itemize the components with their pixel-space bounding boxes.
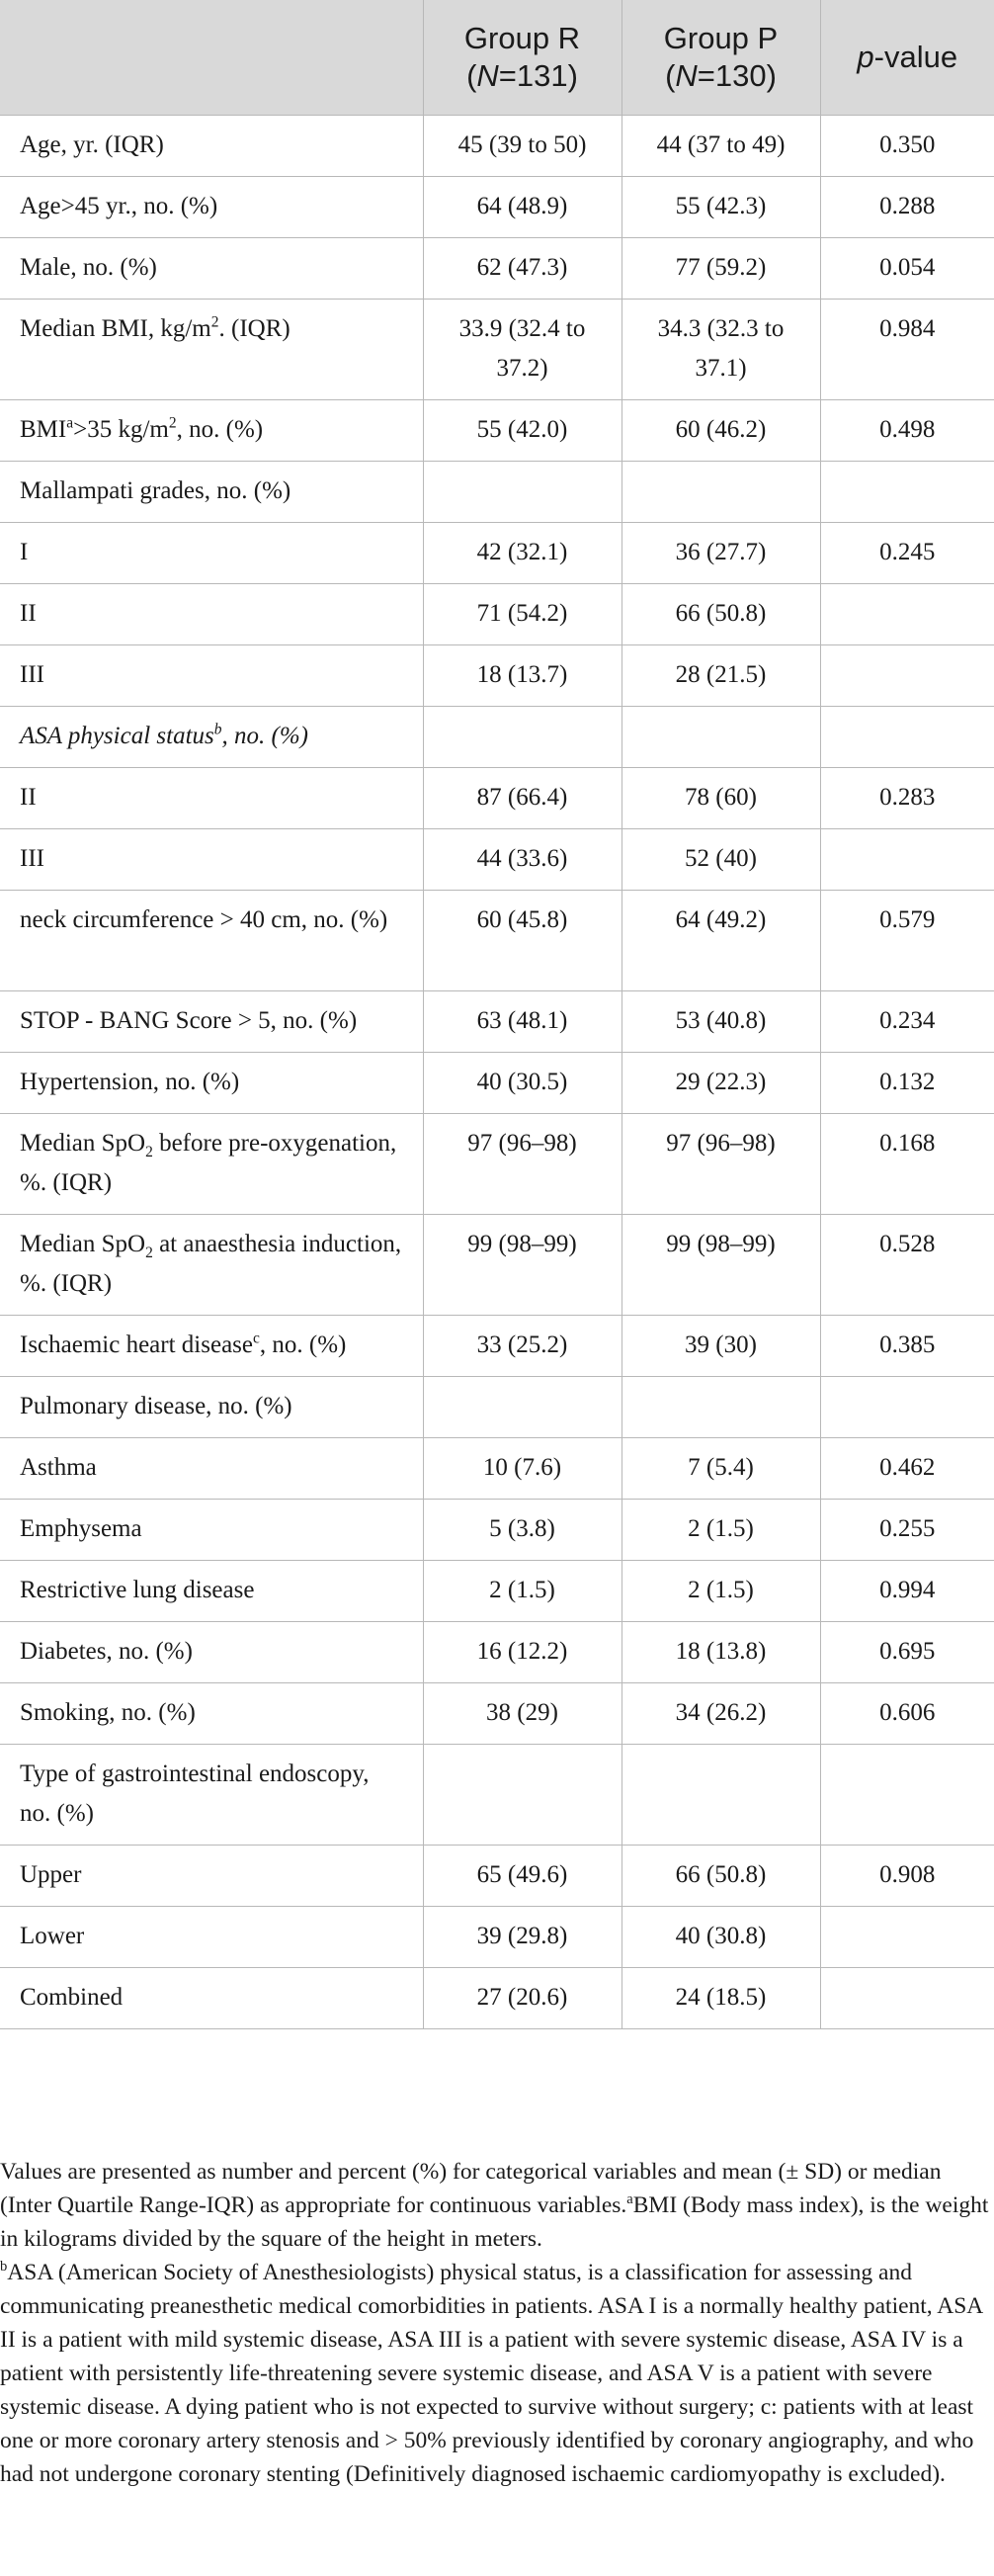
header-group-p-n: N: [675, 58, 698, 93]
table-row: [0, 991, 994, 1053]
table-row: [0, 707, 994, 768]
row-label: III: [0, 829, 423, 891]
row-label: Type of gastrointestinal endoscopy, no. (%): [0, 1745, 423, 1846]
group-r-cell: [423, 462, 621, 523]
group-p-cell: 52 (40): [621, 829, 820, 891]
group-p-cell: 77 (59.2): [621, 238, 820, 300]
group-p-cell: 24 (18.5): [621, 1968, 820, 2029]
label-superscript: a: [66, 414, 74, 432]
group-p-cell: 28 (21.5): [621, 645, 820, 707]
footnote-marker: a: [626, 2191, 633, 2208]
table-row: [0, 584, 994, 645]
row-label: Mallampati grades, no. (%): [0, 462, 423, 523]
row-label: [0, 707, 423, 768]
p-value-cell: 0.350: [820, 116, 994, 177]
group-p-cell: [621, 707, 820, 768]
group-p-cell: [621, 1377, 820, 1438]
label-text: . (IQR): [218, 315, 290, 342]
table-row: [0, 1500, 994, 1561]
label-superscript: b: [213, 721, 222, 738]
header-group-r-n: N: [476, 58, 499, 93]
table-row: [0, 1745, 994, 1846]
header-row: [0, 0, 994, 116]
row-label: Age, yr. (IQR): [0, 116, 423, 177]
p-value-cell: 0.385: [820, 1316, 994, 1377]
row-label: [0, 1114, 423, 1215]
p-value-cell: 0.255: [820, 1500, 994, 1561]
row-label: STOP - BANG Score > 5, no. (%): [0, 991, 423, 1053]
p-value-cell: [820, 1968, 994, 2029]
table-row: [0, 1114, 994, 1215]
p-value-cell: 0.994: [820, 1561, 994, 1622]
row-label: neck circumference > 40 cm, no. (%): [0, 891, 423, 991]
group-r-cell: 40 (30.5): [423, 1053, 621, 1114]
table-row: [0, 1316, 994, 1377]
group-p-cell: 66 (50.8): [621, 1846, 820, 1907]
p-value-cell: 0.498: [820, 400, 994, 462]
header-p-italic: p: [857, 40, 874, 74]
group-r-cell: 99 (98–99): [423, 1215, 621, 1316]
group-p-cell: 39 (30): [621, 1316, 820, 1377]
group-r-cell: [423, 1377, 621, 1438]
p-value-cell: [820, 584, 994, 645]
label-text: at anaesthesia induction, %. (IQR): [20, 1231, 402, 1297]
p-value-cell: 0.908: [820, 1846, 994, 1907]
footnote-paragraph: [0, 2256, 994, 2491]
row-label: Combined: [0, 1968, 423, 2029]
group-p-cell: 64 (49.2): [621, 891, 820, 991]
header-group-r-n-value: =131): [498, 58, 578, 93]
table-row: [0, 300, 994, 400]
row-label: Restrictive lung disease: [0, 1561, 423, 1622]
footnote-marker: b: [0, 2259, 8, 2275]
group-r-cell: 16 (12.2): [423, 1622, 621, 1683]
label-text: before pre-oxygenation, %. (IQR): [20, 1130, 397, 1196]
group-r-cell: [423, 707, 621, 768]
table-row: [0, 177, 994, 238]
p-value-cell: 0.606: [820, 1683, 994, 1745]
table-row: [0, 1968, 994, 2029]
p-value-cell: [820, 1907, 994, 1968]
p-value-cell: 0.579: [820, 891, 994, 991]
group-p-cell: [621, 462, 820, 523]
row-label: [0, 1316, 423, 1377]
label-text: Median SpO: [20, 1231, 146, 1257]
table-row: [0, 400, 994, 462]
group-r-cell: 97 (96–98): [423, 1114, 621, 1215]
label-superscript: c: [253, 1330, 260, 1347]
group-r-cell: 27 (20.6): [423, 1968, 621, 2029]
group-r-cell: 42 (32.1): [423, 523, 621, 584]
row-label: Smoking, no. (%): [0, 1683, 423, 1745]
table-row: [0, 238, 994, 300]
footnote-text: BMI (Body mass index), is the weight in kilograms divided by the square of the height in meters.: [0, 2192, 989, 2252]
header-p-rest: -value: [873, 40, 958, 74]
label-text: >35 kg/m: [73, 416, 169, 443]
group-p-cell: 55 (42.3): [621, 177, 820, 238]
group-p-cell: 60 (46.2): [621, 400, 820, 462]
p-value-cell: 0.132: [820, 1053, 994, 1114]
header-variable: [0, 0, 423, 116]
group-p-cell: 7 (5.4): [621, 1438, 820, 1500]
row-label: [0, 300, 423, 400]
row-label: Age>45 yr., no. (%): [0, 177, 423, 238]
row-label: Pulmonary disease, no. (%): [0, 1377, 423, 1438]
group-r-cell: 33 (25.2): [423, 1316, 621, 1377]
table-row: [0, 645, 994, 707]
table-row: [0, 462, 994, 523]
p-value-cell: [820, 1745, 994, 1846]
group-p-cell: 78 (60): [621, 768, 820, 829]
p-value-cell: 0.528: [820, 1215, 994, 1316]
p-value-cell: [820, 829, 994, 891]
row-label: Diabetes, no. (%): [0, 1622, 423, 1683]
group-r-cell: 71 (54.2): [423, 584, 621, 645]
group-r-cell: 5 (3.8): [423, 1500, 621, 1561]
row-label: Asthma: [0, 1438, 423, 1500]
table-footnotes: [0, 2155, 994, 2491]
table-row: [0, 1561, 994, 1622]
row-label: [0, 1215, 423, 1316]
group-p-cell: 36 (27.7): [621, 523, 820, 584]
group-r-cell: 60 (45.8): [423, 891, 621, 991]
label-text: ASA physical status: [20, 723, 214, 749]
group-p-cell: 34 (26.2): [621, 1683, 820, 1745]
header-group-r: Group R (N=131): [423, 0, 621, 116]
table-row: [0, 891, 994, 991]
group-p-cell: 29 (22.3): [621, 1053, 820, 1114]
group-p-cell: 40 (30.8): [621, 1907, 820, 1968]
row-label: II: [0, 584, 423, 645]
label-text: BMI: [20, 416, 67, 443]
row-label: III: [0, 645, 423, 707]
label-text: , no. (%): [259, 1331, 347, 1358]
p-value-cell: 0.695: [820, 1622, 994, 1683]
table-row: [0, 1053, 994, 1114]
group-r-cell: 45 (39 to 50): [423, 116, 621, 177]
header-group-p-n-value: =130): [697, 58, 777, 93]
label-subscript: 2: [145, 1144, 153, 1160]
row-label: Hypertension, no. (%): [0, 1053, 423, 1114]
header-group-p-label: Group P: [663, 21, 779, 55]
label-text: , no. (%): [221, 723, 308, 749]
p-value-cell: 0.054: [820, 238, 994, 300]
row-label: II: [0, 768, 423, 829]
group-p-cell: 99 (98–99): [621, 1215, 820, 1316]
group-r-cell: 39 (29.8): [423, 1907, 621, 1968]
group-p-cell: 2 (1.5): [621, 1500, 820, 1561]
table-row: [0, 768, 994, 829]
p-value-cell: 0.283: [820, 768, 994, 829]
group-p-cell: 97 (96–98): [621, 1114, 820, 1215]
table-row: [0, 1683, 994, 1745]
group-p-cell: 34.3 (32.3 to 37.1): [621, 300, 820, 400]
p-value-cell: 0.245: [820, 523, 994, 584]
group-r-cell: 18 (13.7): [423, 645, 621, 707]
table-row: [0, 1846, 994, 1907]
header-p-value: [820, 0, 994, 116]
row-label: Emphysema: [0, 1500, 423, 1561]
footnote-paragraph: [0, 2155, 994, 2256]
group-r-cell: 55 (42.0): [423, 400, 621, 462]
table-row: [0, 1377, 994, 1438]
group-p-cell: 2 (1.5): [621, 1561, 820, 1622]
p-value-cell: 0.234: [820, 991, 994, 1053]
footnote-text: Values are presented as number and percent (%) for categorical variables and mean (± SD) or median (Inter Quartile Range-IQR) as appropriate for continuous variables.: [0, 2159, 942, 2218]
table-row: [0, 1215, 994, 1316]
label-text: Median BMI, kg/m: [20, 315, 211, 342]
group-r-cell: 33.9 (32.4 to 37.2): [423, 300, 621, 400]
row-label: Male, no. (%): [0, 238, 423, 300]
group-r-cell: 2 (1.5): [423, 1561, 621, 1622]
group-p-cell: 53 (40.8): [621, 991, 820, 1053]
group-p-cell: [621, 1745, 820, 1846]
group-r-cell: 64 (48.9): [423, 177, 621, 238]
group-r-cell: 87 (66.4): [423, 768, 621, 829]
label-text: , no. (%): [176, 416, 264, 443]
row-label: I: [0, 523, 423, 584]
footnote-text: ASA (American Society of Anesthesiologists) physical status, is a classification for assessing and communicating preanesthetic medical comorbidities in patients. ASA I is a normally healthy patient, ASA II is a patient with mild systemic disease, ASA III is a patient with severe systemic disease, ASA IV is a patient with persistently life-threatening severe systemic disease, and ASA V is a patient with severe systemic disease. A dying patient who is not expected to survive without surgery; c: patients with at least one or more coronary artery stenosis and > 50% previously identified by coronary angiography, and who had not undergone coronary stenting (Definitively diagnosed ischaemic cardiomyopathy is excluded).: [0, 2260, 982, 2487]
table-row: [0, 829, 994, 891]
group-r-cell: 63 (48.1): [423, 991, 621, 1053]
label-superscript: 2: [168, 414, 177, 432]
label-text: Ischaemic heart disease: [20, 1331, 253, 1358]
group-r-cell: 38 (29): [423, 1683, 621, 1745]
header-group-r-label: Group R: [463, 21, 581, 55]
table-row: [0, 1907, 994, 1968]
group-r-cell: 62 (47.3): [423, 238, 621, 300]
table-row: [0, 116, 994, 177]
table-row: [0, 1622, 994, 1683]
group-r-cell: 65 (49.6): [423, 1846, 621, 1907]
p-value-cell: 0.288: [820, 177, 994, 238]
table-row: [0, 1438, 994, 1500]
p-value-cell: 0.462: [820, 1438, 994, 1500]
p-value-cell: [820, 1377, 994, 1438]
group-r-cell: 10 (7.6): [423, 1438, 621, 1500]
p-value-cell: [820, 645, 994, 707]
row-label: Upper: [0, 1846, 423, 1907]
label-subscript: 2: [145, 1245, 153, 1261]
label-superscript: 2: [210, 313, 219, 331]
group-p-cell: 18 (13.8): [621, 1622, 820, 1683]
header-group-p: Group P (N=130): [621, 0, 820, 116]
p-value-cell: 0.984: [820, 300, 994, 400]
row-label: Lower: [0, 1907, 423, 1968]
group-r-cell: 44 (33.6): [423, 829, 621, 891]
label-text: Median SpO: [20, 1130, 146, 1157]
p-value-cell: [820, 707, 994, 768]
group-p-cell: 44 (37 to 49): [621, 116, 820, 177]
p-value-cell: [820, 462, 994, 523]
row-label: [0, 400, 423, 462]
p-value-cell: 0.168: [820, 1114, 994, 1215]
group-r-cell: [423, 1745, 621, 1846]
table-row: [0, 523, 994, 584]
group-p-cell: 66 (50.8): [621, 584, 820, 645]
